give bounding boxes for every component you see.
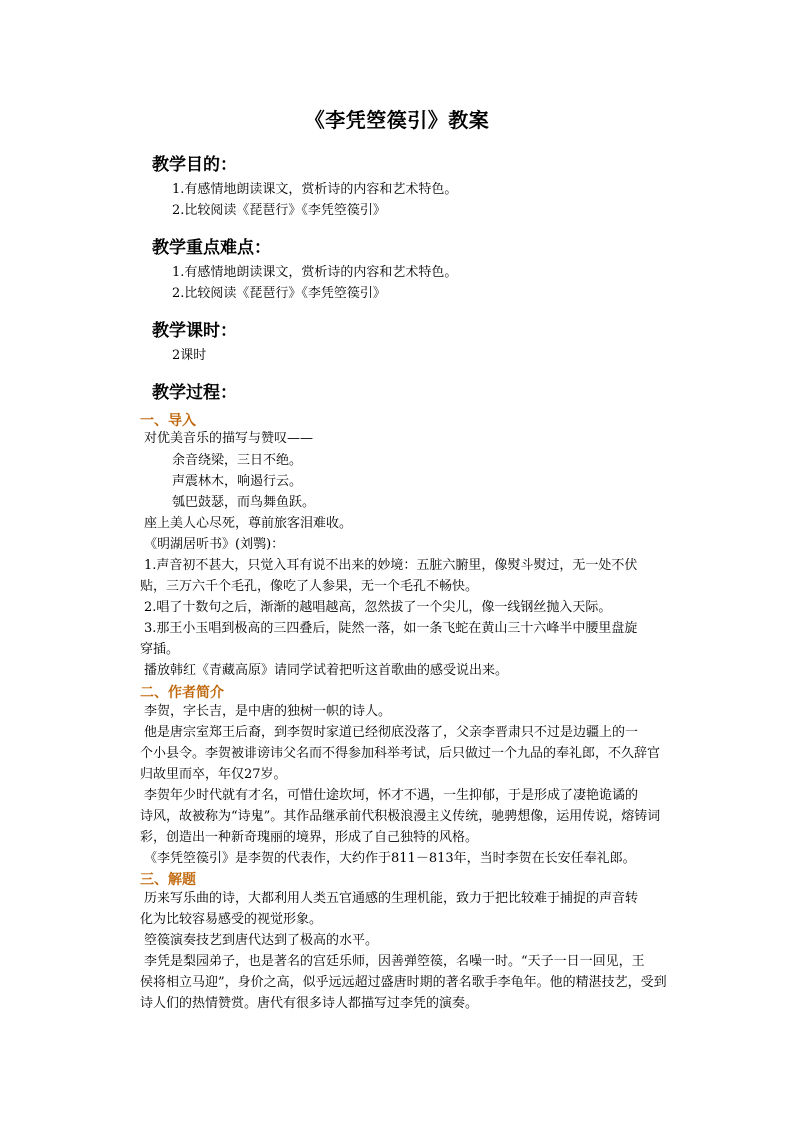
text-line: 化为比较容易感受的视觉形象。 xyxy=(140,912,323,927)
hours-heading: 教学课时： xyxy=(152,321,237,341)
hours-value: 2课时 xyxy=(172,348,207,363)
text-line: 对优美音乐的描写与赞叹—— xyxy=(144,431,314,446)
objectives-heading: 教学目的： xyxy=(152,155,237,175)
text-line: 《李凭箜篌引》是李贺的代表作，大约作于811－813年，当时李贺在长安任奉礼郎。 xyxy=(144,851,636,866)
document-title: 《李凭箜篌引》教案 xyxy=(304,108,490,132)
text-line: 《明湖居听书》(刘鹗)： xyxy=(144,537,285,552)
text-line: 1.声音初不甚大，只觉入耳有说不出来的妙境：五脏六腑里，像熨斗熨过，无一处不伏 xyxy=(144,558,638,573)
section-heading-title-analysis: 三、解题 xyxy=(140,872,196,888)
poem-line: 余音绕梁，三日不绝。 xyxy=(172,453,303,468)
objective-item: 1.有感情地朗读课文，赏析诗的内容和艺术特色。 xyxy=(172,182,458,197)
text-line: 侯将相立马迎”，身价之高，似乎远远超过盛唐时期的著名歌手李龟年。他的精湛技艺，受到 xyxy=(140,975,667,990)
text-line: 归故里而卒，年仅27岁。 xyxy=(140,767,287,782)
key-points-heading: 教学重点难点： xyxy=(152,238,271,258)
poem-line: 瓠巴鼓瑟，而鸟舞鱼跃。 xyxy=(172,495,316,510)
poem-line: 声震林木，响遏行云。 xyxy=(172,474,303,489)
section-heading-intro: 一、导入 xyxy=(140,413,196,429)
text-line: 个小县令。李贺被诽谤讳父名而不得参加科举考试，后只做过一个九品的奉礼郎，不久辞官 xyxy=(140,746,661,761)
text-line: 李贺，字长吉，是中唐的独树一帜的诗人。 xyxy=(144,704,392,719)
process-heading: 教学过程： xyxy=(152,383,237,403)
text-line: 历来写乐曲的诗，大都利用人类五官通感的生理机能，致力于把比较难于捕捉的声音转 xyxy=(144,891,639,906)
key-point-item: 1.有感情地朗读课文，赏析诗的内容和艺术特色。 xyxy=(172,265,458,280)
text-line: 彩，创造出一种新奇瑰丽的境界，形成了自己独特的风格。 xyxy=(140,830,479,845)
text-line: 座上美人心尽死，尊前旅客泪难收。 xyxy=(144,516,353,531)
key-point-item: 2.比较阅读《琵琶行》《李凭箜篌引》 xyxy=(172,286,386,301)
section-heading-author: 二、作者简介 xyxy=(140,685,224,701)
text-line: 箜篌演奏技艺到唐代达到了极高的水平。 xyxy=(144,933,379,948)
objective-item: 2.比较阅读《琵琶行》《李凭箜篌引》 xyxy=(172,203,386,218)
text-line: 3.那王小玉唱到极高的三四叠后，陡然一落，如一条飞蛇在黄山三十六峰半中腰里盘旋 xyxy=(144,621,638,636)
text-line: 李贺年少时代就有才名，可惜仕途坎坷，怀才不遇，一生抑郁，于是形成了凄艳诡谲的 xyxy=(144,788,639,803)
text-line: 穿插。 xyxy=(140,642,180,657)
text-line: 李凭是梨园弟子，也是著名的宫廷乐师，因善弹箜篌，名噪一时。“天子一日一回见，王 xyxy=(144,954,645,969)
text-line: 2.唱了十数句之后，渐渐的越唱越高，忽然拔了一个尖儿，像一线钢丝抛入天际。 xyxy=(144,600,612,615)
text-line: 他是唐宗室郑王后裔，到李贺时家道已经彻底没落了，父亲李晋肃只不过是边疆上的一 xyxy=(144,725,639,740)
text-line: 诗风，故被称为“诗鬼”。其作品继承前代积极浪漫主义传统，驰骋想像，运用传说，熔铸词 xyxy=(140,809,661,824)
text-line: 播放韩红《青藏高原》请同学试着把听这首歌曲的感受说出来。 xyxy=(144,663,509,678)
text-line: 诗人们的热情赞赏。唐代有很多诗人都描写过李凭的演奏。 xyxy=(140,996,479,1011)
text-line: 贴，三万六千个毛孔，像吃了人参果，无一个毛孔不畅快。 xyxy=(140,579,479,594)
